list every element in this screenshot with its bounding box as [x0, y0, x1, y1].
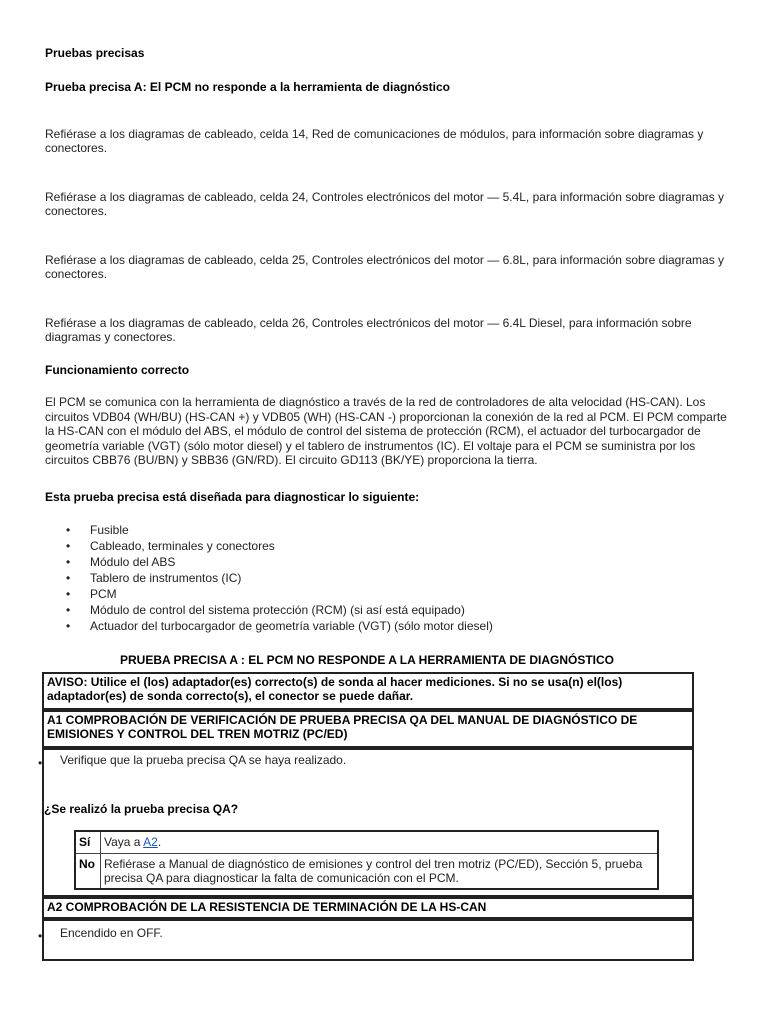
link-a2[interactable]: A2 — [143, 835, 158, 849]
list-item: • Actuador del turbocargador de geometría variable (VGT) (sólo motor diesel) — [66, 619, 493, 633]
answer-yes-label: Sí — [76, 832, 101, 853]
bullet-icon: • — [66, 571, 71, 585]
step-a1-heading: A1 COMPROBACIÓN DE VERIFICACIÓN DE PRUEBA PRECISA QA DEL MANUAL DE DIAGNÓSTICO DE EMISIONES Y CONTROL DEL TREN MOTRIZ (PC/ED) — [42, 710, 694, 748]
reference-paragraph: Refiérase a los diagramas de cableado, celda 24, Controles electrónicos del motor — 5.4L, para información sobre diagramas y conectores. — [45, 190, 725, 218]
bullet-icon: • — [66, 555, 71, 569]
list-item: • Tablero de instrumentos (IC) — [66, 571, 242, 585]
step-a2-instruction: Encendido en OFF. — [60, 926, 163, 940]
bullet-icon: • — [66, 587, 71, 601]
diagnosis-list — [45, 522, 725, 634]
reference-paragraph: Refiérase a los diagramas de cableado, celda 14, Red de comunicaciones de módulos, para información sobre diagramas y conectores. — [45, 127, 704, 155]
bullet-icon: • — [66, 539, 71, 553]
bullet-icon: • — [38, 756, 43, 770]
notice-box: AVISO: Utilice el (los) adaptador(es) correcto(s) de sonda al hacer mediciones. Si no se usa(n) el(los) adaptador(es) de sonda correcto(s), el conector se puede dañar. — [42, 672, 694, 710]
bullet-icon: • — [38, 929, 43, 943]
answer-table — [74, 830, 659, 890]
reference-paragraph: Refiérase a los diagramas de cableado, celda 26, Controles electrónicos del motor — 6.4L Diesel, para información sobre diagramas y conectores. — [45, 316, 692, 344]
list-item: • Cableado, terminales y conectores — [66, 539, 275, 553]
list-item: • Módulo del ABS — [66, 555, 176, 569]
operation-text: El PCM se comunica con la herramienta de diagnóstico a través de la red de controladores de alta velocidad (HS-CAN). Los circuitos VDB04 (WH/BU) (HS-CAN +) y VDB05 (WH) (HS-CAN -) proporcionan la conexión de la red al PCM. El PCM comparte la HS-CAN con el módulo del ABS, el módulo de control del sistema de protección (RCM), el actuador del turbocargador de geometría variable (VGT) (sólo motor diesel) y el tablero de instrumentos (IC). El voltaje para el PCM se suministra por los circuitos CBB76 (BU/BN) y SBB36 (GN/RD). El circuito GD113 (BK/YE) proporciona la tierra. — [45, 395, 727, 468]
table-row — [76, 832, 657, 854]
diagnosis-heading: Esta prueba precisa está diseñada para diagnosticar lo siguiente: — [45, 490, 420, 504]
operation-heading: Funcionamiento correcto — [45, 363, 190, 377]
reference-paragraph: Refiérase a los diagramas de cableado, celda 25, Controles electrónicos del motor — 6.8L, para información sobre diagramas y conectores. — [45, 253, 725, 281]
list-item: • PCM — [66, 587, 117, 601]
bullet-icon: • — [66, 603, 71, 617]
table-row — [76, 854, 657, 888]
step-a1-instruction: Verifique que la prueba precisa QA se haya realizado. — [60, 753, 347, 767]
answer-no-text: Refiérase a Manual de diagnóstico de emisiones y control del tren motriz (PC/ED), Sección 5, prueba precisa QA para diagnosticar la falta de comunicación con el PCM. — [104, 857, 643, 885]
step-a1-question: ¿Se realizó la prueba precisa QA? — [44, 802, 239, 816]
answer-yes-text: Vaya a A2. — [104, 835, 162, 849]
answer-no-label: No — [76, 854, 101, 888]
list-item: • Fusible — [66, 523, 129, 537]
step-a2-heading: A2 COMPROBACIÓN DE LA RESISTENCIA DE TERMINACIÓN DE LA HS-CAN — [42, 897, 694, 919]
list-item: • Módulo de control del sistema protección (RCM) (si así está equipado) — [66, 603, 465, 617]
test-subtitle: Prueba precisa A: El PCM no responde a la herramienta de diagnóstico — [45, 80, 450, 94]
bullet-icon: • — [66, 523, 71, 537]
table-title: PRUEBA PRECISA A : EL PCM NO RESPONDE A LA HERRAMIENTA DE DIAGNÓSTICO — [119, 653, 615, 667]
document-title: Pruebas precisas — [45, 46, 145, 60]
bullet-icon: • — [66, 619, 71, 633]
